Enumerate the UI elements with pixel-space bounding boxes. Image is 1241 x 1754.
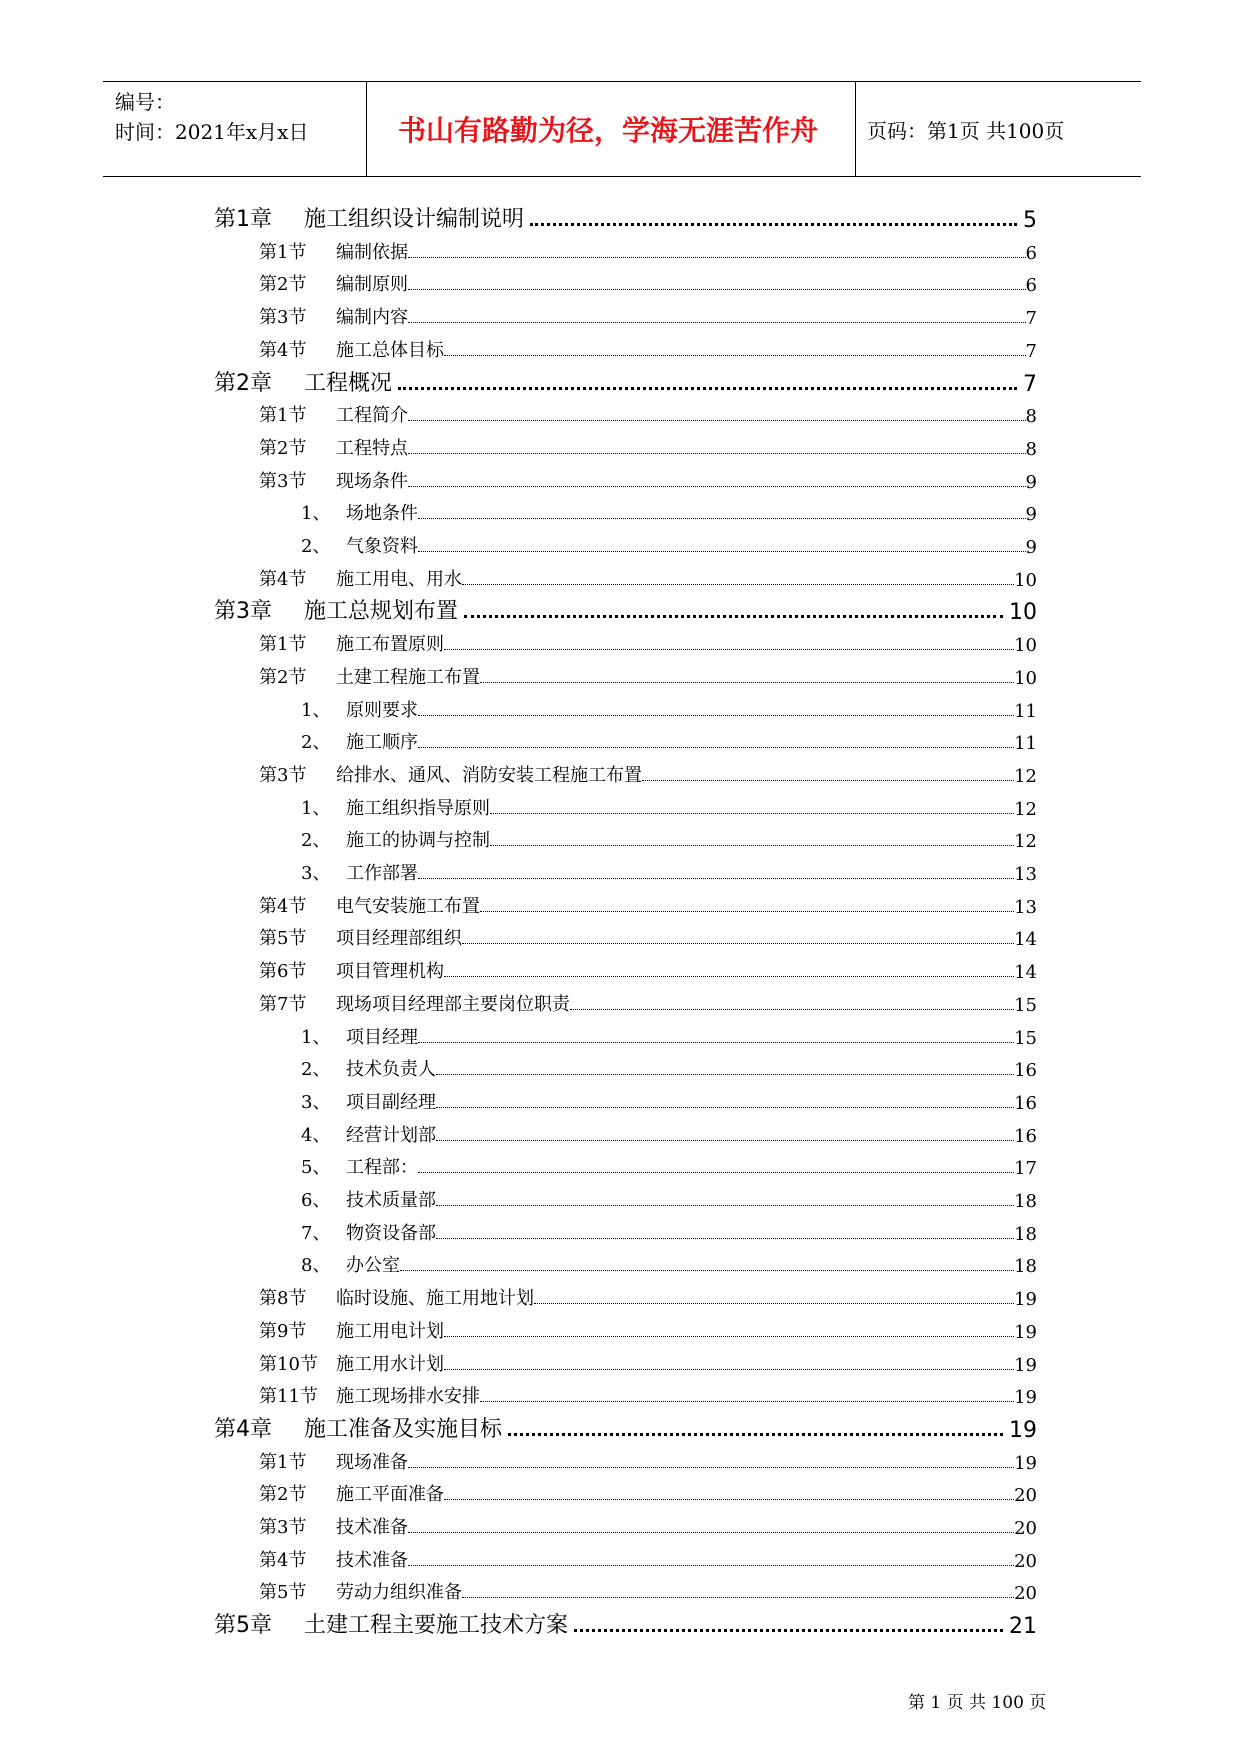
- toc-leader-dots: [444, 649, 1014, 650]
- header-divider-right: [855, 81, 856, 177]
- toc-section[interactable]: [259, 1380, 1037, 1408]
- toc-number: 第11节: [259, 1386, 318, 1408]
- toc-title: 项目经理部组织: [336, 928, 462, 950]
- toc-title: 技术准备: [336, 1517, 408, 1538]
- toc-subsection[interactable]: [301, 792, 1037, 820]
- toc-number: 第2节: [259, 1484, 307, 1506]
- toc-leader-dots: [398, 387, 1017, 390]
- toc-subsection[interactable]: [301, 497, 1037, 525]
- toc-number: 6、: [301, 1190, 331, 1211]
- toc-title: 现场条件: [336, 470, 408, 492]
- toc-leader-dots: [530, 223, 1017, 226]
- toc-number: 第3节: [259, 764, 307, 786]
- toc-leader-dots: [408, 1532, 1014, 1533]
- toc-number: 1、: [301, 1026, 331, 1048]
- toc-leader-dots: [570, 1009, 1014, 1010]
- toc-title: 施工总规划布置: [304, 599, 459, 625]
- toc-title: 工程简介: [336, 405, 408, 427]
- toc-title: 现场项目经理部主要岗位职责: [336, 993, 570, 1015]
- toc-number: 第1节: [259, 1451, 307, 1473]
- toc-leader-dots: [418, 747, 1014, 748]
- toc-title: 临时设施、施工用地计划: [336, 1288, 534, 1310]
- toc-page-number: 16: [1014, 1060, 1037, 1082]
- toc-number: 第10节: [259, 1353, 318, 1375]
- toc-page-number: 6: [1025, 275, 1037, 297]
- toc-title: 施工现场排水安排: [336, 1386, 480, 1408]
- toc-page-number: 14: [1014, 929, 1037, 951]
- toc-title: 经营计划部: [346, 1124, 436, 1146]
- toc-page-number: 17: [1014, 1158, 1037, 1180]
- toc-number: 第3章: [214, 599, 272, 625]
- toc-page-number: 8: [1025, 438, 1037, 460]
- toc-title: 技术负责人: [346, 1059, 436, 1081]
- toc-subsection[interactable]: [301, 530, 1037, 558]
- header-motto: 书山有路勤为径，学海无涯苦作舟: [397, 114, 818, 147]
- toc-section[interactable]: [259, 1315, 1037, 1343]
- toc-leader-dots: [436, 1107, 1014, 1108]
- toc-number: 第4节: [259, 339, 307, 361]
- toc-number: 第2节: [259, 437, 307, 459]
- toc-subsection[interactable]: [301, 824, 1037, 852]
- toc-leader-dots: [490, 845, 1014, 846]
- toc-page-number: 19: [1014, 1452, 1037, 1474]
- toc-title: 物资设备部: [346, 1222, 436, 1244]
- toc-subsection[interactable]: [301, 1249, 1037, 1277]
- toc-leader-dots: [436, 1205, 1014, 1206]
- toc-page-number: 10: [1014, 667, 1037, 689]
- toc-number: 1、: [301, 797, 331, 819]
- toc-title: 现场准备: [336, 1451, 408, 1473]
- toc-number: 第9节: [259, 1320, 307, 1342]
- toc-section[interactable]: [259, 432, 1037, 460]
- toc-section[interactable]: [259, 1544, 1037, 1572]
- toc-page-number: 18: [1014, 1223, 1037, 1245]
- toc-leader-dots: [480, 682, 1014, 683]
- toc-page-number: 9: [1025, 537, 1037, 558]
- toc-number: 第3节: [259, 470, 307, 492]
- toc-page-number: 19: [1014, 1387, 1037, 1409]
- toc-title: 施工组织设计编制说明: [304, 207, 525, 232]
- toc-title: 土建工程施工布置: [336, 666, 480, 688]
- toc-leader-dots: [508, 1433, 1003, 1436]
- toc-page-number: 8: [1025, 406, 1037, 428]
- toc-title: 施工用电、用水: [336, 568, 462, 590]
- toc-leader-dots: [444, 1336, 1014, 1337]
- toc-page-number: 7: [1025, 340, 1037, 362]
- toc-chapter[interactable]: [214, 595, 1037, 625]
- toc-leader-dots: [408, 322, 1026, 323]
- toc-page-number: 5: [1023, 208, 1037, 233]
- toc-leader-dots: [408, 453, 1026, 454]
- toc-number: 第2节: [259, 274, 307, 296]
- toc-leader-dots: [464, 615, 1003, 618]
- toc-page-number: 19: [1014, 1321, 1037, 1343]
- toc-page-number: 18: [1014, 1256, 1037, 1278]
- toc-page-number: 10: [1014, 569, 1037, 591]
- header-page-info: 页码：第1页 共100页: [867, 118, 1065, 143]
- toc-number: 第3节: [259, 1517, 307, 1538]
- toc-number: 4、: [301, 1124, 331, 1146]
- toc-number: 第2节: [259, 666, 307, 688]
- toc-page-number: 19: [1009, 1417, 1037, 1443]
- toc-title: 项目管理机构: [336, 961, 444, 983]
- toc-leader-dots: [444, 355, 1026, 356]
- toc-page-number: 19: [1014, 1354, 1037, 1376]
- toc-leader-dots: [436, 1074, 1014, 1075]
- toc-leader-dots: [534, 1303, 1014, 1304]
- toc-leader-dots: [462, 943, 1014, 944]
- toc-number: 第8节: [259, 1288, 307, 1310]
- toc-section[interactable]: [259, 1478, 1037, 1506]
- toc-page-number: 12: [1014, 831, 1037, 853]
- toc-number: 第5节: [259, 928, 307, 950]
- toc-title: 工程特点: [336, 437, 408, 459]
- toc-title: 电气安装施工布置: [336, 895, 480, 917]
- toc-number: 第2章: [214, 370, 272, 396]
- toc-page-number: 9: [1025, 504, 1037, 526]
- toc-number: 第1章: [214, 207, 272, 232]
- toc-number: 第4章: [214, 1416, 272, 1442]
- toc-page-number: 7: [1025, 308, 1037, 330]
- toc-chapter[interactable]: [214, 367, 1037, 397]
- toc-number: 第1节: [259, 634, 307, 656]
- toc-title: 工作部署: [346, 863, 418, 884]
- toc-leader-dots: [436, 1238, 1014, 1239]
- toc-number: 2、: [301, 1059, 331, 1081]
- toc-number: 2、: [301, 830, 331, 852]
- toc-subsection[interactable]: [301, 857, 1037, 885]
- toc-number: 8、: [301, 1255, 331, 1277]
- toc-title: 编制依据: [336, 241, 408, 263]
- toc-number: 第3节: [259, 307, 307, 329]
- toc-title: 施工顺序: [346, 732, 418, 754]
- toc-leader-dots: [462, 584, 1014, 585]
- toc-section[interactable]: [259, 334, 1037, 362]
- toc-leader-dots: [444, 1369, 1014, 1370]
- toc-number: 第4节: [259, 568, 307, 590]
- toc-section[interactable]: [259, 759, 1037, 787]
- toc-title: 施工平面准备: [336, 1484, 444, 1506]
- toc-page-number: 16: [1014, 1092, 1037, 1114]
- toc-subsection[interactable]: [301, 1119, 1037, 1147]
- toc-subsection[interactable]: [301, 1151, 1037, 1179]
- toc-title: 土建工程主要施工技术方案: [304, 1613, 569, 1639]
- time-label: 时间：2021年x月x日: [115, 120, 309, 144]
- toc-section[interactable]: [259, 922, 1037, 950]
- toc-title: 技术准备: [336, 1549, 408, 1571]
- toc-page-number: 12: [1014, 765, 1037, 787]
- toc-number: 1、: [301, 699, 331, 721]
- toc-title: 气象资料: [346, 536, 418, 557]
- toc-page-number: 6: [1025, 242, 1037, 264]
- toc-leader-dots: [400, 1270, 1014, 1271]
- toc-subsection[interactable]: [301, 1053, 1037, 1081]
- toc-number: 5、: [301, 1157, 331, 1179]
- toc-leader-dots: [408, 1565, 1014, 1566]
- toc-page-number: 15: [1014, 994, 1037, 1016]
- toc-page-number: 10: [1009, 600, 1037, 626]
- toc-leader-dots: [408, 1467, 1014, 1468]
- toc-subsection[interactable]: [301, 726, 1037, 754]
- toc-page-number: 21: [1009, 1614, 1037, 1640]
- toc-section[interactable]: [259, 268, 1037, 296]
- toc-number: 第1节: [259, 405, 307, 427]
- toc-section[interactable]: [259, 301, 1037, 329]
- toc-section[interactable]: [259, 236, 1037, 264]
- toc-leader-dots: [418, 551, 1026, 552]
- toc-title: 劳动力组织准备: [336, 1582, 462, 1604]
- toc-section[interactable]: [259, 563, 1037, 591]
- toc-number: 1、: [301, 503, 331, 525]
- toc-section[interactable]: [259, 661, 1037, 689]
- toc-leader-dots: [418, 518, 1026, 519]
- toc-page-number: 7: [1023, 371, 1037, 397]
- toc-number: 第7节: [259, 993, 307, 1015]
- toc-number: 第4节: [259, 1549, 307, 1571]
- toc-section[interactable]: [259, 1511, 1037, 1539]
- toc-section[interactable]: [259, 988, 1037, 1016]
- toc-section[interactable]: [259, 1348, 1037, 1376]
- toc-leader-dots: [480, 1401, 1014, 1402]
- toc-leader-dots: [480, 911, 1014, 912]
- toc-number: 第5节: [259, 1582, 307, 1604]
- toc-title: 办公室: [346, 1255, 400, 1277]
- toc-number: 第5章: [214, 1613, 272, 1639]
- toc-leader-dots: [418, 1172, 1014, 1173]
- toc-number: 第1节: [259, 241, 307, 263]
- toc-number: 第4节: [259, 895, 307, 917]
- toc-title: 项目副经理: [346, 1091, 436, 1113]
- toc-title: 编制内容: [336, 307, 408, 329]
- toc-leader-dots: [444, 1499, 1014, 1500]
- toc-number: 第6节: [259, 961, 307, 983]
- toc-page-number: 11: [1014, 700, 1037, 722]
- toc-number: 3、: [301, 1091, 331, 1113]
- toc-section[interactable]: [259, 465, 1037, 493]
- toc-title: 给排水、通风、消防安装工程施工布置: [336, 764, 642, 786]
- toc-page-number: 19: [1014, 1289, 1037, 1311]
- toc-leader-dots: [444, 976, 1014, 977]
- toc-page-number: 18: [1014, 1191, 1037, 1212]
- toc-leader-dots: [574, 1629, 1003, 1632]
- toc-chapter[interactable]: [214, 1609, 1037, 1639]
- toc-leader-dots: [408, 289, 1026, 290]
- toc-title: 施工组织指导原则: [346, 797, 490, 819]
- toc-title: 工程部：: [346, 1157, 418, 1179]
- document-header: [103, 81, 1141, 177]
- toc-chapter[interactable]: [214, 203, 1037, 233]
- toc-subsection[interactable]: [301, 1021, 1037, 1049]
- toc-leader-dots: [418, 1042, 1014, 1043]
- toc-page-number: 15: [1014, 1027, 1037, 1049]
- toc-subsection[interactable]: [301, 1184, 1037, 1212]
- toc-leader-dots: [418, 878, 1014, 879]
- toc-section[interactable]: [259, 1446, 1037, 1474]
- toc-section[interactable]: [259, 1282, 1037, 1310]
- toc-leader-dots: [490, 813, 1014, 814]
- toc-section[interactable]: [259, 890, 1037, 918]
- toc-chapter[interactable]: [214, 1413, 1037, 1443]
- toc-title: 施工布置原则: [336, 634, 444, 656]
- toc-section[interactable]: [259, 399, 1037, 427]
- toc-leader-dots: [642, 780, 1014, 781]
- toc-page-number: 12: [1014, 798, 1037, 820]
- toc-page-number: 16: [1014, 1125, 1037, 1147]
- toc-title: 原则要求: [346, 699, 418, 721]
- toc-page-number: 13: [1014, 864, 1037, 885]
- header-meta: [115, 87, 308, 147]
- toc-section[interactable]: [259, 628, 1037, 656]
- number-label: 编号：: [115, 90, 175, 114]
- toc-number: 2、: [301, 536, 331, 557]
- toc-title: 施工准备及实施目标: [304, 1416, 503, 1442]
- toc-title: 施工用水计划: [336, 1353, 444, 1375]
- toc-leader-dots: [408, 486, 1026, 487]
- toc-page-number: 20: [1014, 1485, 1037, 1507]
- toc-title: 场地条件: [346, 503, 418, 525]
- toc-section[interactable]: [259, 1576, 1037, 1604]
- toc-title: 技术质量部: [346, 1190, 436, 1211]
- toc-title: 施工总体目标: [336, 339, 444, 361]
- toc-page-number: 20: [1014, 1583, 1037, 1605]
- toc-title: 施工的协调与控制: [346, 830, 490, 852]
- toc-subsection[interactable]: [301, 1086, 1037, 1114]
- toc-page-number: 13: [1014, 896, 1037, 918]
- toc-number: 2、: [301, 732, 331, 754]
- toc-page-number: 14: [1014, 962, 1037, 984]
- toc-number: 3、: [301, 863, 331, 884]
- toc-page-number: 11: [1014, 733, 1037, 755]
- toc-subsection[interactable]: [301, 694, 1037, 722]
- toc-subsection[interactable]: [301, 1217, 1037, 1245]
- toc-title: 工程概况: [304, 370, 393, 396]
- toc-page-number: 9: [1025, 471, 1037, 493]
- page-footer: 第 1 页 共 100 页: [908, 1693, 1047, 1713]
- toc-title: 编制原则: [336, 274, 408, 296]
- toc-section[interactable]: [259, 955, 1037, 983]
- toc-leader-dots: [462, 1597, 1014, 1598]
- toc-leader-dots: [408, 257, 1026, 258]
- toc-leader-dots: [408, 420, 1026, 421]
- toc-leader-dots: [418, 715, 1014, 716]
- toc-leader-dots: [436, 1140, 1014, 1141]
- toc-title: 施工用电计划: [336, 1320, 444, 1342]
- toc-page-number: 20: [1014, 1550, 1037, 1572]
- toc-page-number: 20: [1014, 1518, 1037, 1539]
- toc-number: 7、: [301, 1222, 331, 1244]
- toc-page-number: 10: [1014, 635, 1037, 657]
- toc-title: 项目经理: [346, 1026, 418, 1048]
